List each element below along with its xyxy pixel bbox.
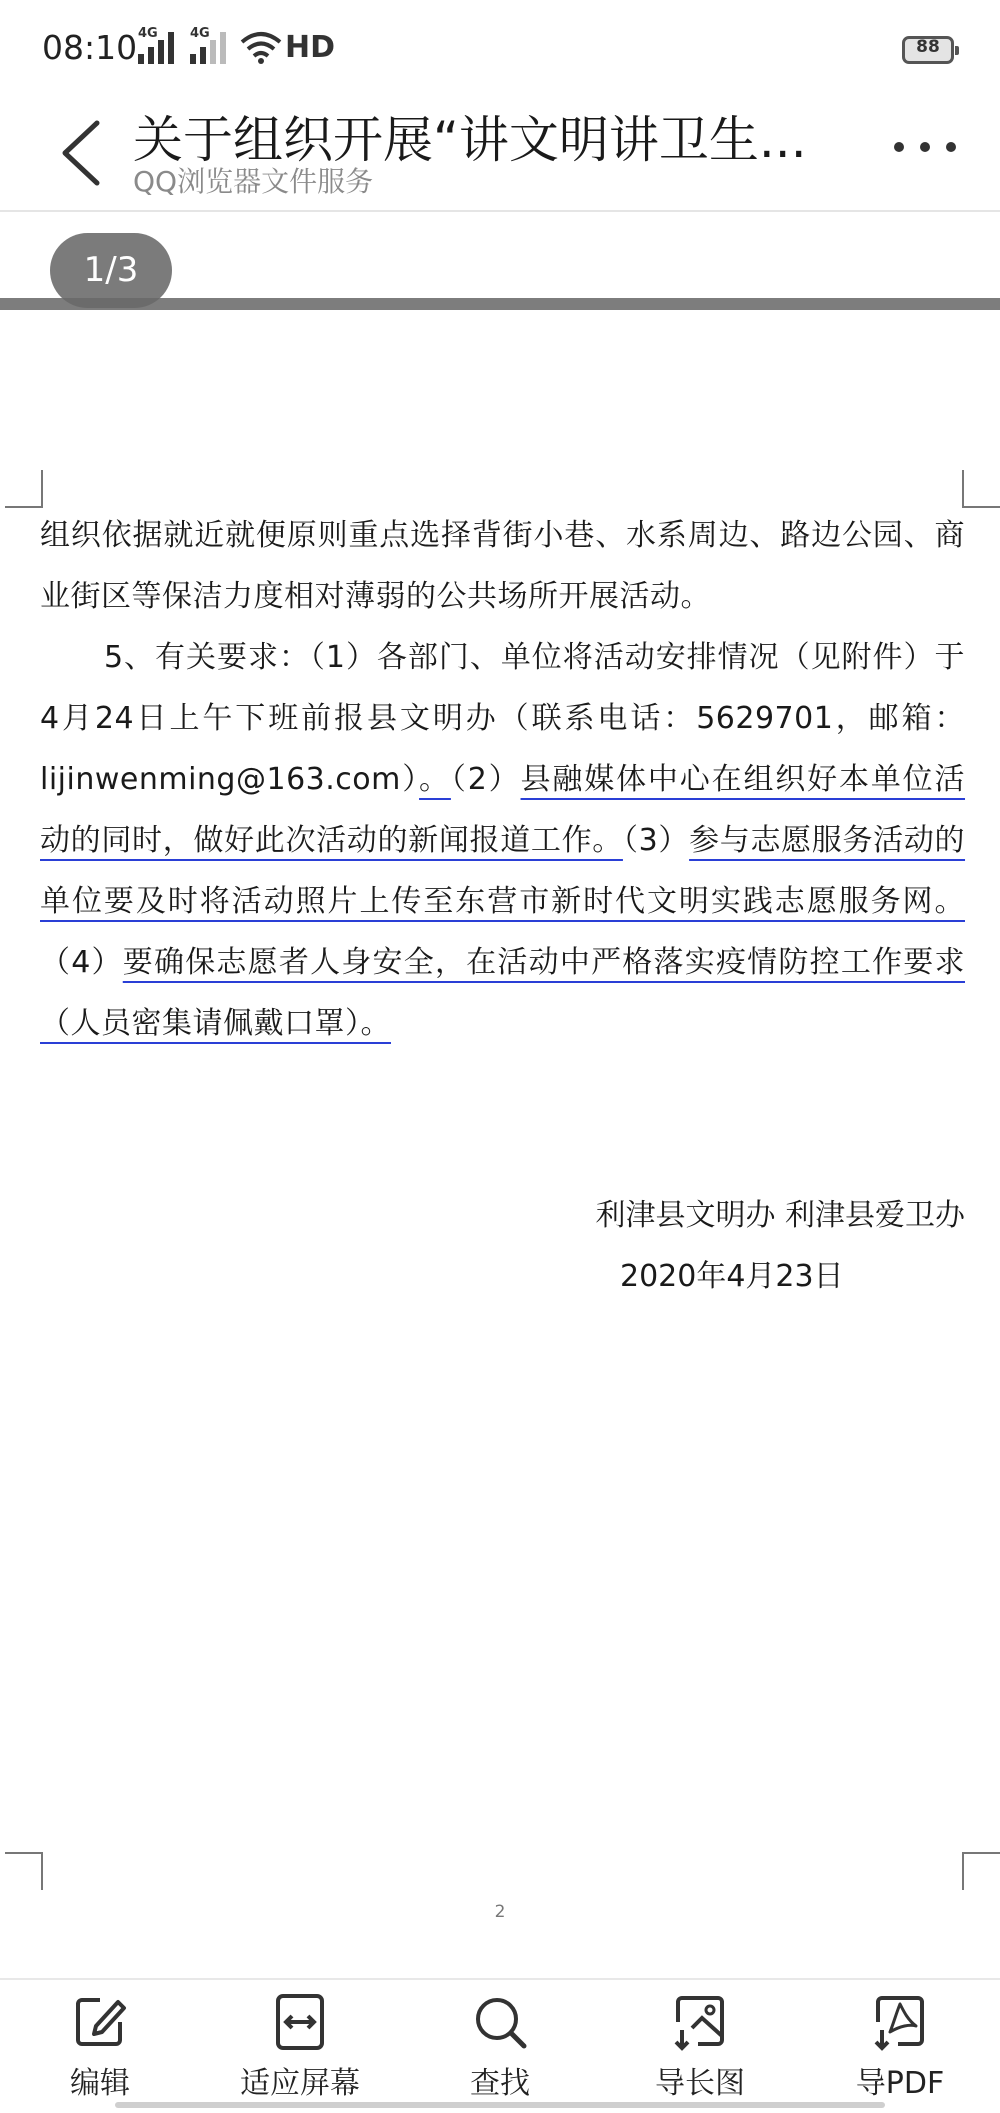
page-corner-mark (962, 1852, 1000, 1890)
battery-level: 88 (916, 37, 940, 57)
fit-screen-icon (270, 1992, 330, 2052)
back-button[interactable] (55, 108, 115, 198)
app-header (0, 100, 1000, 212)
underlined-text: 。 (419, 762, 451, 797)
page-number: 2 (494, 1902, 506, 1922)
edit-icon (70, 1992, 130, 2052)
status-bar (0, 0, 1000, 100)
underlined-text: 县融媒体中心在组织好本单位活动的同时，做好此次活动的新闻报道工作。 (40, 762, 966, 858)
list-marker: （4） (40, 945, 123, 980)
signature-orgs: 利津县文明办 利津县爱卫办 (595, 1198, 965, 1233)
hd-voice-icon: HD (285, 30, 336, 65)
page-corner-mark (5, 1852, 43, 1890)
signal-strength-icon (190, 26, 226, 64)
list-marker: （2） (450, 762, 521, 797)
toolbar-label: 编辑 (70, 2066, 130, 2101)
page-corner-mark (962, 470, 1000, 508)
toolbar-label: 适应屏幕 (240, 2066, 360, 2101)
export-long-image-icon (670, 1992, 730, 2052)
list-marker: （3） (622, 823, 690, 858)
search-icon (470, 1992, 530, 2052)
page-corner-mark (5, 470, 43, 508)
bottom-toolbar (0, 1978, 1000, 2113)
signature-date: 2020年4月23日 (620, 1259, 844, 1294)
wifi-icon (240, 30, 282, 64)
more-icon (894, 142, 904, 152)
status-time: 08:10 (42, 28, 138, 67)
signature-block (560, 1185, 965, 1307)
requirements-text: 5、有关要求：（1）各部门、单位将活动安排情况（见附件）于4月24日上午下班前报县文明办（联系电话：5629701，邮箱：lijinwenming@163.com） (40, 640, 965, 797)
underlined-text: 参与志愿服务活动的单位要及时将活动照片上传至东营市新时代文明实践志愿服务网。 (40, 823, 966, 919)
fit-screen-button[interactable] (210, 1992, 390, 2107)
document-title: 关于组织开展“讲文明讲卫生... (133, 111, 807, 169)
toolbar-label: 导长图 (655, 2066, 745, 2101)
network-type-label: 4G (138, 26, 158, 41)
edit-button[interactable] (10, 1992, 190, 2107)
battery-icon (902, 36, 954, 64)
export-pdf-icon (870, 1992, 930, 2052)
export-long-image-button[interactable] (610, 1992, 790, 2107)
document-body (40, 505, 965, 1054)
toolbar-label: 查找 (470, 2066, 530, 2101)
underlined-text: 要确保志愿者人身安全，在活动中严格落实疫情防控工作要求（人员密集请佩戴口罩）。 (40, 945, 965, 1041)
paragraph: 组织依据就近就便原则重点选择背街小巷、水系周边、路边公园、商业街区等保洁力度相对薄弱的公共场所开展活动。 (40, 518, 965, 614)
document-source: QQ浏览器文件服务 (133, 165, 374, 198)
network-type-label: 4G (190, 26, 210, 41)
more-options-button[interactable] (890, 130, 960, 170)
search-button[interactable] (410, 1992, 590, 2107)
toolbar-label: 导PDF (855, 2066, 945, 2101)
export-pdf-button[interactable] (810, 1992, 990, 2107)
page-indicator: 1/3 (50, 233, 172, 308)
home-indicator (115, 2102, 885, 2108)
paragraph-requirements (40, 627, 965, 1054)
signal-strength-icon (138, 26, 174, 64)
